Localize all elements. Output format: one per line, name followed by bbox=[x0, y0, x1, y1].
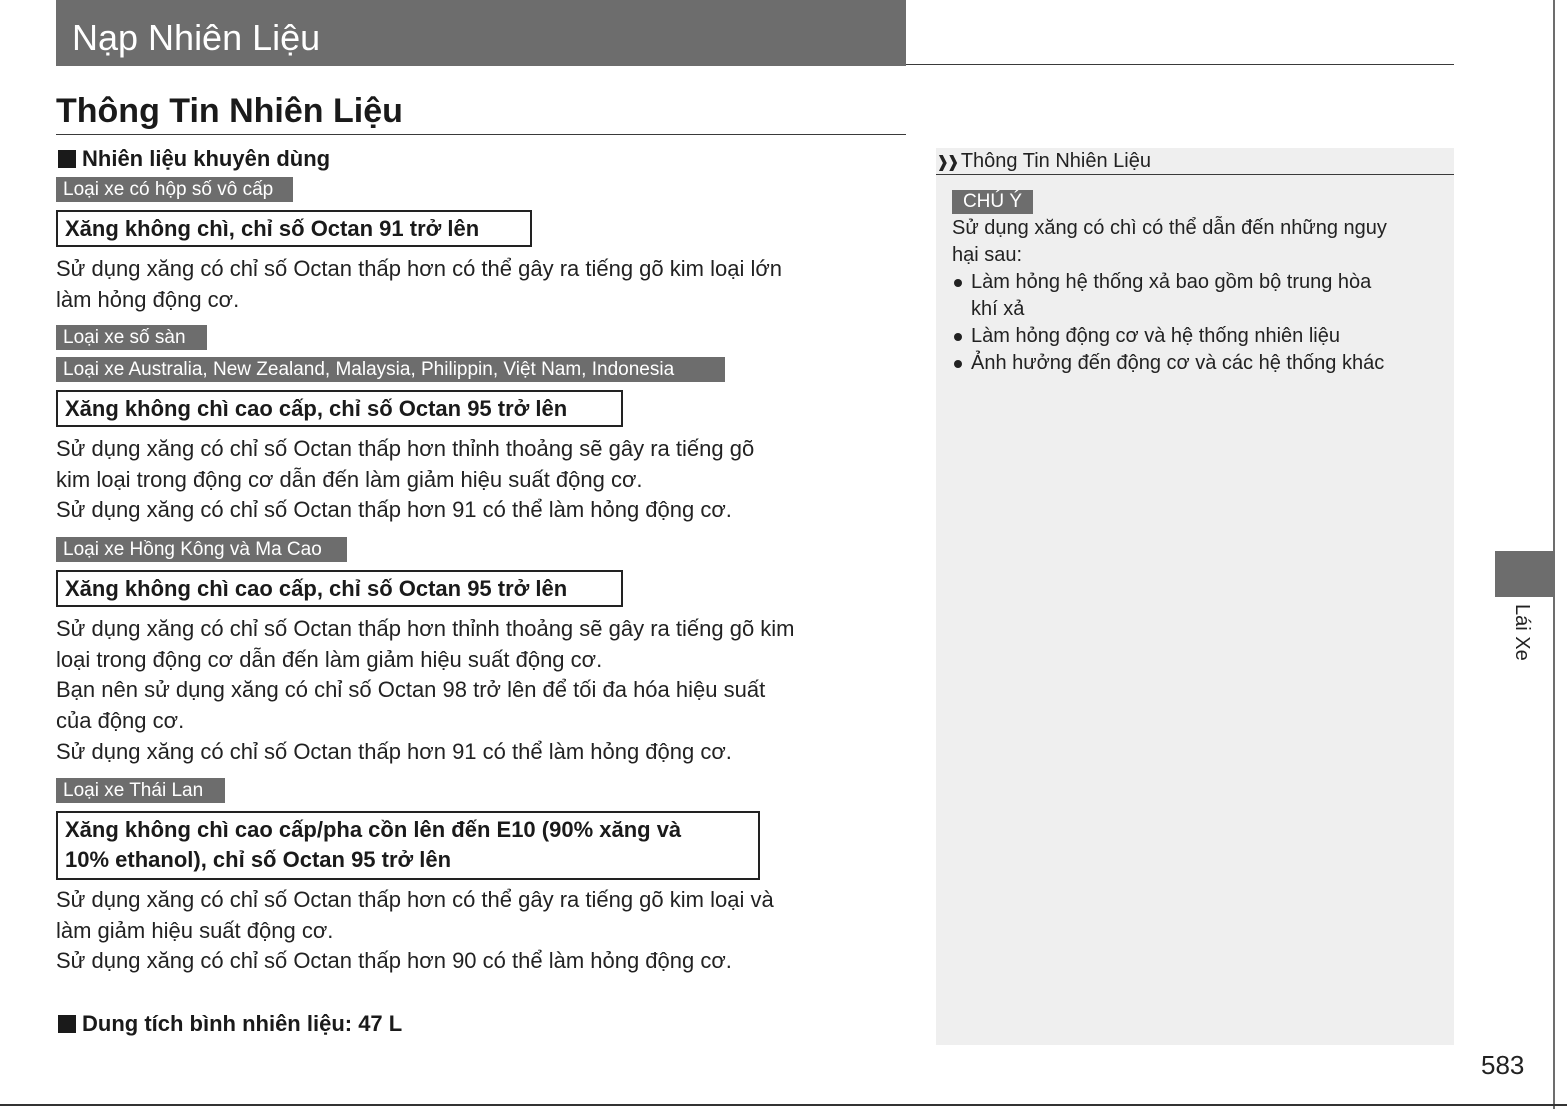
fuel-note-line: Sử dụng xăng có chỉ số Octan thấp hơn thỉnh thoảng sẽ gây ra tiếng gõ kim bbox=[56, 616, 795, 641]
fuel-note-line: Sử dụng xăng có chỉ số Octan thấp hơn có thể gây ra tiếng gõ kim loại lớn bbox=[56, 256, 782, 281]
section-title: Thông Tin Nhiên Liệu bbox=[56, 92, 403, 130]
fuel-spec-box-cvt: Xăng không chì, chỉ số Octan 91 trở lên bbox=[56, 210, 532, 247]
fuel-note-line: Sử dụng xăng có chỉ số Octan thấp hơn có thể gây ra tiếng gõ kim loại và bbox=[56, 887, 774, 912]
fuel-note-cvt bbox=[56, 254, 782, 315]
fuel-note-line: kim loại trong động cơ dẫn đến làm giảm hiệu suất động cơ. bbox=[56, 466, 643, 492]
fuel-spec-box-manual: Xăng không chì cao cấp, chỉ số Octan 95 trở lên bbox=[56, 390, 623, 427]
caution-intro-line: hại sau: bbox=[952, 244, 1023, 266]
caution-item-line: Làm hỏng hệ thống xả bao gồm bộ trung hòa bbox=[971, 271, 1372, 293]
fuel-note-manual bbox=[56, 434, 754, 526]
fuel-note-thailand bbox=[56, 885, 774, 977]
fuel-spec-box-hongkong-macau: Xăng không chì cao cấp, chỉ số Octan 95 trở lên bbox=[56, 570, 623, 607]
section-divider bbox=[56, 134, 906, 135]
recommended-fuel-heading-text: Nhiên liệu khuyên dùng bbox=[82, 146, 331, 171]
page-number: 583 bbox=[1481, 1050, 1525, 1080]
square-bullet-icon bbox=[58, 1015, 76, 1033]
tank-capacity-heading bbox=[58, 1009, 402, 1039]
sidebar-title bbox=[936, 148, 1151, 176]
fuel-note-line: của động cơ. bbox=[56, 708, 185, 734]
caution-list-item bbox=[952, 350, 1442, 377]
vehicle-tag-manual: Loại xe số sàn bbox=[56, 325, 207, 350]
fuel-spec-line: Xăng không chì cao cấp/pha cồn lên đến E10 (90% xăng và bbox=[65, 817, 682, 842]
bottom-rule bbox=[0, 1104, 1567, 1106]
fuel-note-line: làm hỏng động cơ. bbox=[56, 286, 240, 312]
recommended-fuel-heading bbox=[58, 144, 330, 174]
tank-capacity-text: Dung tích bình nhiên liệu: 47 L bbox=[82, 1011, 403, 1036]
fuel-note-hongkong-macau bbox=[56, 614, 795, 768]
vehicle-tag-regions: Loại xe Australia, New Zealand, Malaysia, Philippin, Việt Nam, Indonesia bbox=[56, 357, 725, 382]
caution-badge: CHÚ Ý bbox=[952, 190, 1033, 214]
fuel-note-line: Sử dụng xăng có chỉ số Octan thấp hơn 91 có thể làm hỏng động cơ. bbox=[56, 497, 732, 523]
vehicle-tag-cvt: Loại xe có hộp số vô cấp bbox=[56, 177, 293, 202]
caution-list-item bbox=[952, 269, 1442, 323]
chapter-title: Nạp Nhiên Liệu bbox=[72, 17, 321, 58]
vehicle-tag-hongkong-macau: Loại xe Hồng Kông và Ma Cao bbox=[56, 537, 347, 562]
chapter-tab-label: Lái Xe bbox=[1511, 604, 1533, 661]
fuel-note-line: Sử dụng xăng có chỉ số Octan thấp hơn 90 có thể làm hỏng động cơ. bbox=[56, 948, 732, 974]
vehicle-tag-thailand: Loại xe Thái Lan bbox=[56, 778, 225, 803]
caution-item-line: Ảnh hưởng đến động cơ và các hệ thống khác bbox=[971, 352, 1385, 374]
sidebar-title-text: Thông Tin Nhiên Liệu bbox=[960, 150, 1151, 172]
right-edge-line bbox=[1553, 0, 1555, 1109]
fuel-spec-box-thailand bbox=[56, 811, 760, 880]
caution-intro-line: Sử dụng xăng có chì có thể dẫn đến những nguy bbox=[952, 217, 1387, 239]
fuel-spec-line: 10% ethanol), chỉ số Octan 95 trở lên bbox=[65, 847, 452, 872]
caution-item-line: khí xả bbox=[971, 298, 1025, 320]
fuel-note-line: Sử dụng xăng có chỉ số Octan thấp hơn thỉnh thoảng sẽ gây ra tiếng gõ bbox=[56, 436, 755, 461]
fuel-note-line: Bạn nên sử dụng xăng có chỉ số Octan 98 trở lên để tối đa hóa hiệu suất bbox=[56, 677, 766, 703]
fuel-note-line: loại trong động cơ dẫn đến làm giảm hiệu suất động cơ. bbox=[56, 646, 603, 672]
caution-item-line: Làm hỏng động cơ và hệ thống nhiên liệu bbox=[971, 325, 1340, 347]
square-bullet-icon bbox=[58, 150, 76, 168]
double-chevron-right-icon: ❱❱ bbox=[936, 154, 957, 171]
fuel-note-line: Sử dụng xăng có chỉ số Octan thấp hơn 91 có thể làm hỏng động cơ. bbox=[56, 738, 732, 764]
caution-list-item bbox=[952, 323, 1442, 350]
caution-list bbox=[952, 269, 1442, 377]
caution-text bbox=[952, 215, 1442, 377]
chapter-tab-marker bbox=[1495, 551, 1553, 597]
fuel-note-line: làm giảm hiệu suất động cơ. bbox=[56, 917, 334, 943]
header-divider bbox=[906, 64, 1454, 65]
